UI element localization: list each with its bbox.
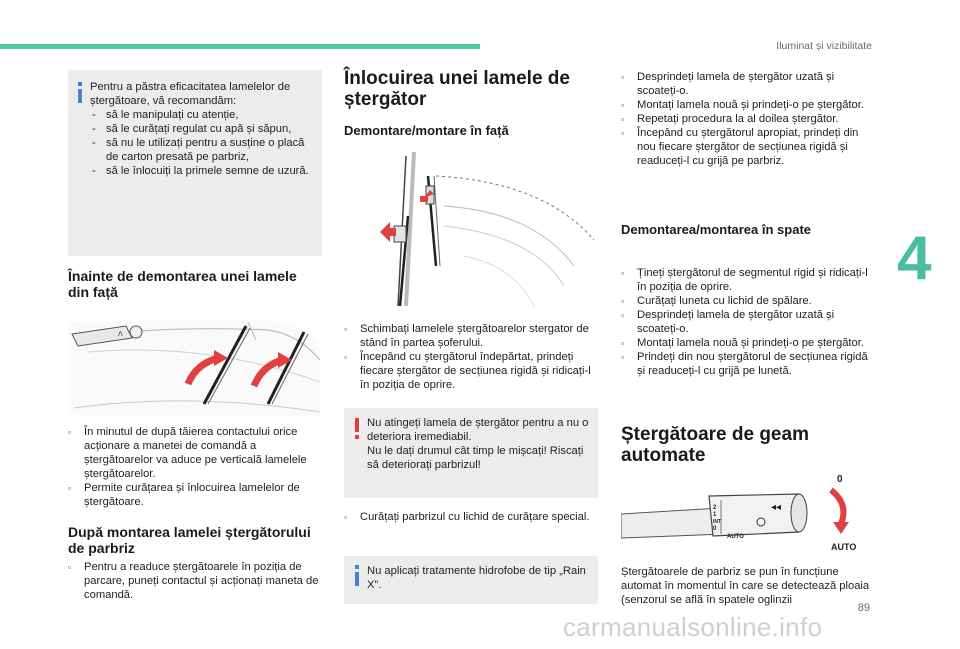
svg-text:Λ: Λ (118, 331, 123, 338)
wiper-stalk-auto-illustration (621, 470, 865, 554)
stalk-label-off: 0 (713, 526, 717, 532)
heading-rear-removal: Demontarea/montarea în spate (621, 222, 812, 237)
section-title: Iluminat și vizibilitate (776, 40, 872, 52)
bullets-front-cont-list (621, 70, 877, 168)
list-item: ▫ Schimbați lamelele ștergătoarelor stergator de stând în partea șoferului. (344, 323, 589, 349)
warning-line: Nu atingeți lamela de ștergător pentru a nu o deteriora iremediabil. (367, 417, 589, 443)
header-accent-bar (0, 44, 480, 49)
tip-item: - să le înlocuiți la primele semne de uzură. (90, 164, 316, 178)
list-item: ▫ În minutul de după tăierea contactului orice acționare a manetei de comandă a ștergătoarelor va aduce pe verticală lamelele ștergătoarelor. (68, 426, 307, 480)
tip-item: - să nu le utilizați pentru a susține o placă de carton presată pe parbriz, (90, 136, 316, 164)
stalk-label-2: 2 (713, 505, 717, 511)
info-icon (78, 89, 82, 103)
heading-wiper-replacement: Înlocuirea unei lamele de ștergător (344, 68, 570, 110)
list-item: ▫ Prindeți din nou ștergătorul de secțiunea rigidă și readuceți-l cu grijă pe lunetă. (621, 351, 868, 377)
stalk-position-auto: AUTO (831, 542, 857, 552)
windshield-wipers-raised-illustration (68, 312, 322, 416)
list-item: ▫ Începând cu ștergătorul apropiat, prindeți din nou fiecare ștergător de secțiunea rigidă și readuceți-l cu grijă pe parbriz. (621, 127, 859, 167)
list-item: ▫ Curățați luneta cu lichid de spălare. (621, 295, 812, 307)
watermark: carmanualsonline.info (563, 612, 823, 642)
list-item: ▫ Începând cu ștergătorul îndepărtat, prindeți fiecare ștergător de secțiunea rigidă și ridicați-l în poziția de oprire. (344, 351, 591, 391)
bullets-before-list (68, 425, 322, 509)
washer-icon: ◂◂ (771, 502, 782, 513)
tip-intro: Pentru a păstra eficacitatea lamelelor de ștergătoare, vă recomandăm: (90, 81, 291, 107)
heading-front-removal: Demontare/montare în față (344, 123, 509, 138)
list-item: ▫ Curățați parbrizul cu lichid de curățare special. (344, 511, 590, 523)
heading-before-removal: Înainte de demontarea unei lamele din față (68, 268, 297, 300)
list-item: ▫ Țineți ștergătorul de segmentul rigid și ridicați-l în poziția de oprire. (621, 267, 868, 293)
wiper-blade-removal-illustration (344, 146, 598, 308)
info-box-text: Nu aplicați tratamente hidrofobe de tip „Rain X”. (367, 565, 586, 591)
stalk-label-1: 1 (713, 512, 717, 518)
tip-item: - să le manipulați cu atenție, (90, 108, 316, 122)
heading-automatic-wipers: Ștergătoare de geam automate (621, 424, 809, 466)
bullets-clean-list (344, 510, 598, 524)
bullets-rear-list (621, 266, 877, 378)
heading-after-mounting: După montarea lamelei ștergătorului de parbriz (68, 524, 311, 556)
tip-box-text (90, 80, 316, 178)
auto-wipers-text: Ștergătoarele de parbriz se pun în funcțiune automat în momentul în care se detectează ploaia (senzorul se află în spatele oglinzii (621, 566, 870, 606)
warning-box-text (367, 416, 593, 472)
bullets-front-list (344, 322, 598, 392)
bullets-after-list (68, 560, 322, 602)
list-item: ▫ Pentru a readuce ștergătoarele în poziția de parcare, puneți contactul și acționați maneta de comandă. (68, 561, 319, 601)
warning-line: Nu le dați drumul cât timp le mișcați! Riscați să deteriorați parbrizul! (367, 445, 584, 471)
list-item: ▫ Repetați procedura la al doilea ștergător. (621, 113, 839, 125)
list-item: ▫ Permite curățarea și înlocuirea lamelelor de ștergătoare. (68, 482, 300, 508)
page-number: 89 (857, 602, 870, 614)
list-item: ▫ Montați lamela nouă și prindeți-o pe ștergător. (621, 337, 864, 349)
stalk-label-int: INT (713, 519, 722, 525)
tip-item: - să le curățați regulat cu apă și săpun, (90, 122, 316, 136)
warning-exclamation-icon (355, 418, 359, 432)
list-item: ▫ Desprindeți lamela de ștergător uzată și scoateți-o. (621, 71, 835, 97)
chapter-number: 4 (897, 224, 932, 293)
list-item: ▫ Desprindeți lamela de ștergător uzată și scoateți-o. (621, 309, 835, 335)
list-item: ▫ Montați lamela nouă și prindeți-o pe ștergător. (621, 99, 864, 111)
stalk-label-auto-small: AUTO (727, 534, 744, 540)
tip-list (90, 108, 316, 178)
stalk-position-zero: 0 (837, 474, 843, 485)
info-icon (355, 572, 359, 586)
